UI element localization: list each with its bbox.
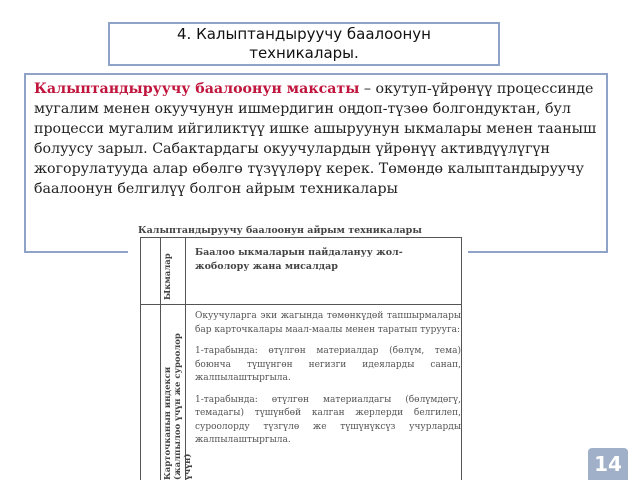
techniques-table-image	[128, 222, 468, 480]
slide-title-box	[108, 22, 500, 66]
table-divider-vertical	[185, 238, 186, 480]
page-number-badge: 14	[588, 448, 628, 480]
content-text: – окутуп-үйрөнүү процессинде мугалим менен окуучунун ишмердигин оңдоп-түзөө болгондуктан, бул процесси мугалим ийгиликтүү ишке ашыруунун ыкмалары менен тааныш болуусу зарыл. Сабактардагы окуучулардын үйрөнүү активдүүлүгүн жогорулатууда алар өбөлгө түзүүлөрү керек. Төмөндө калыптандыруучу баалоонун белгилүү болгон айрым техникалары	[34, 81, 597, 197]
table-paragraph: 1-тарабында: өтүлгөн материалдагы (бөлүмдөгү, темадагы) түшүнбөй калган жерлерди белгилеп, суроолорду түзгүлө же түшүнүксүз учурларды жалпылаштыргыла.	[195, 394, 461, 445]
column-label-methods: Ыкмалар	[163, 253, 173, 300]
table-paragraph: Окуучуларга эки жагында төмөнкүдөй тапшырмалары бар карточкалары маал-маалы менен таратып турууга:	[195, 311, 461, 335]
column-header: Баалоо ыкмаларын пайдалануу жол-жоболору жана мисалдар	[195, 247, 403, 272]
table-divider-horizontal	[141, 304, 461, 305]
table-paragraph: 1-тарабында: өтүлгөн материалдар (бөлүм, тема) боюнча түшүнгөн негизги идеяларды санап, жалпылаштыргыла.	[195, 346, 461, 383]
slide-title-line1: 4. Калыптандыруучу баалоонун	[177, 25, 431, 43]
table-title: Калыптандыруучу баалоонун айрым техникалары	[138, 225, 422, 236]
table-body-cell	[195, 310, 461, 456]
techniques-table	[140, 237, 462, 480]
content-lead: Калыптандыруучу баалоонун максаты	[34, 81, 360, 97]
slide-title-line2: техникалары.	[249, 44, 359, 62]
row-label-card-index: Карточканын индекси (жалпылоо үчүн же суроолор үчүн)	[163, 333, 193, 480]
table-divider-vertical	[160, 238, 161, 480]
